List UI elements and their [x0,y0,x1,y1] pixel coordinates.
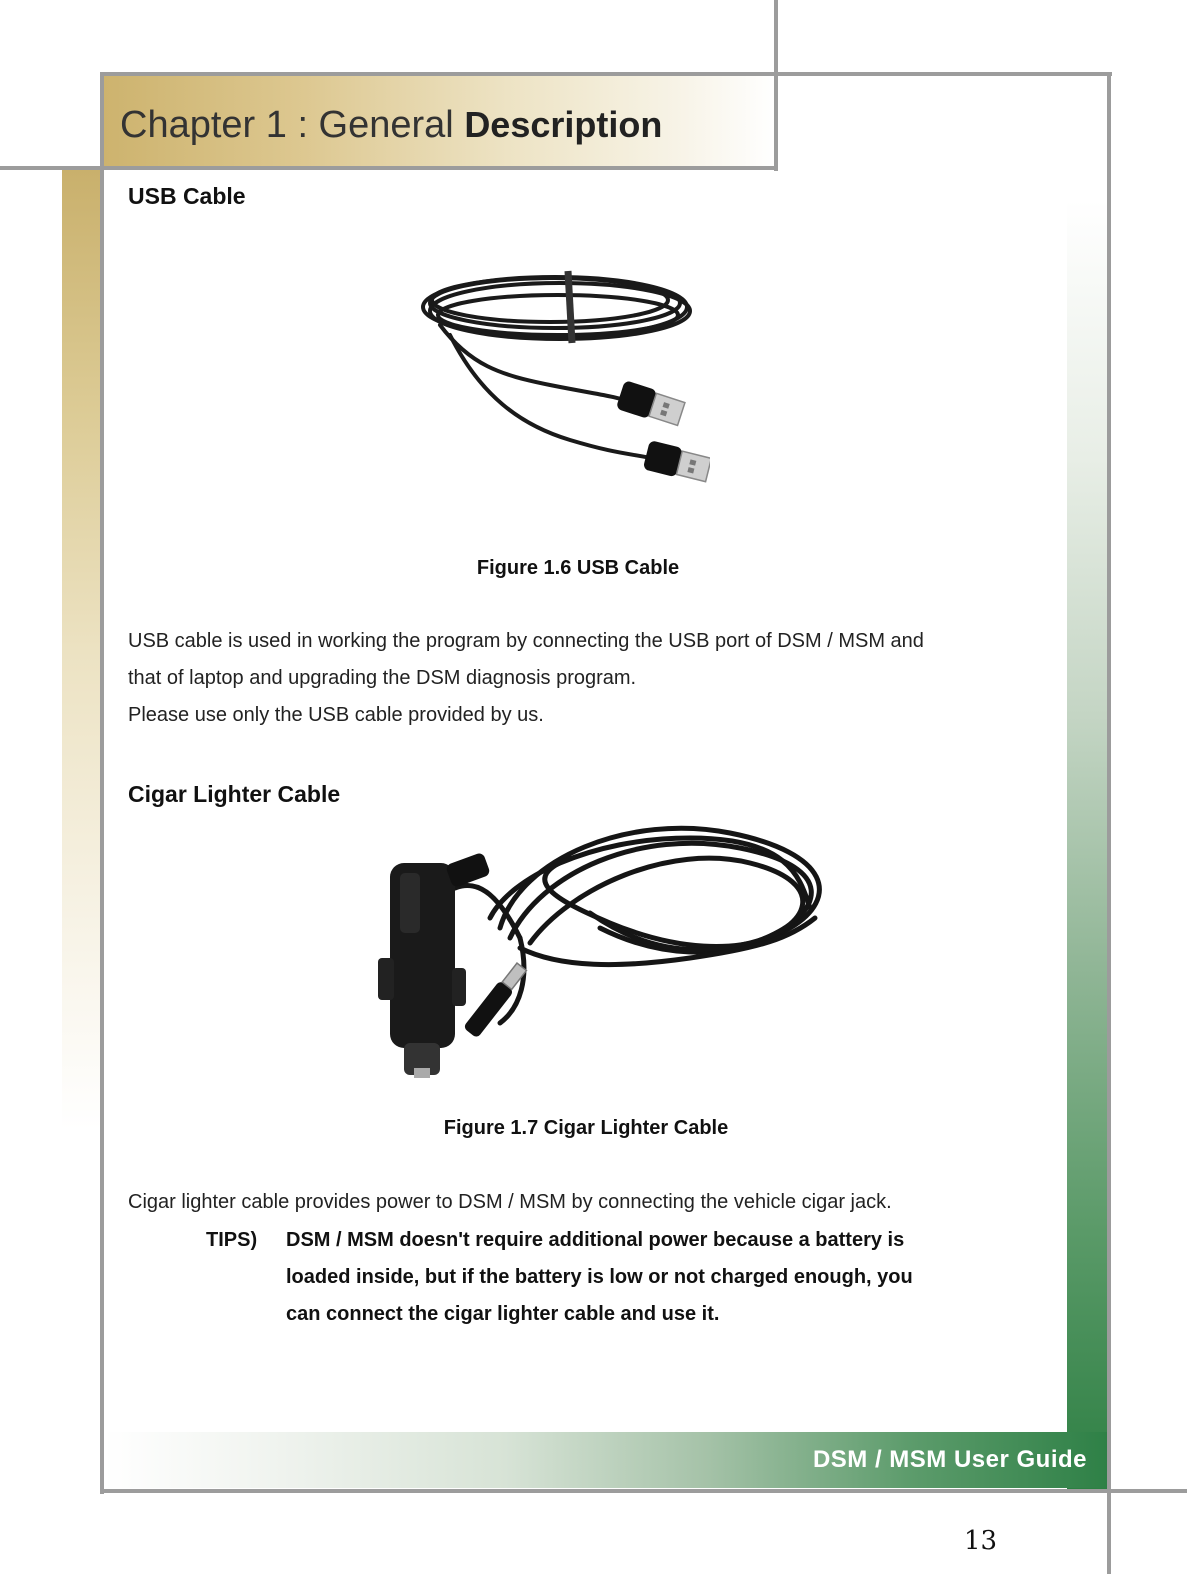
cigar-cable-heading: Cigar Lighter Cable [128,781,341,807]
tips-label: TIPS) [206,1229,258,1251]
usb-description-line: Please use only the USB cable provided by us. [128,704,544,726]
right-decorative-bar [1067,200,1109,1490]
usb-description-line: that of laptop and upgrading the DSM diagnosis program. [128,667,637,689]
cigar-description: Cigar lighter cable provides power to DSM / MSM by connecting the vehicle cigar jack. [128,1191,892,1213]
frame-line-top [102,72,1112,76]
tips-line: loaded inside, but if the battery is low or not charged enough, you [286,1266,913,1288]
header-line-horizontal [0,166,778,170]
cigar-lighter-cable-photo [370,818,830,1083]
usb-figure-caption: Figure 1.6 USB Cable [476,557,680,579]
chapter-title [120,104,662,147]
tips-line: DSM / MSM doesn't require additional power because a battery is [286,1229,905,1251]
frame-line-bottom [100,1489,1110,1493]
usb-description-line: USB cable is used in working the program by connecting the USB port of DSM / MSM and [128,630,924,652]
header-line-vertical [774,0,778,171]
frame-line-right [1107,72,1111,1574]
chapter-title-bold: Description [464,104,663,145]
tips-line: can connect the cigar lighter cable and use it. [286,1303,720,1325]
chapter-title-regular: Chapter 1 : General [120,104,465,146]
tips-text [286,1222,1066,1333]
footer-line-extension [1067,1489,1187,1493]
cigar-figure-caption: Figure 1.7 Cigar Lighter Cable [443,1117,729,1139]
usb-cable-photo [410,255,710,505]
user-guide-label: DSM / MSM User Guide [812,1446,1087,1473]
usb-cable-heading: USB Cable [128,183,246,209]
left-decorative-bar [62,170,104,1130]
frame-line-left [100,72,104,1494]
usb-description [128,623,1088,734]
page-number: 13 [964,1526,998,1556]
